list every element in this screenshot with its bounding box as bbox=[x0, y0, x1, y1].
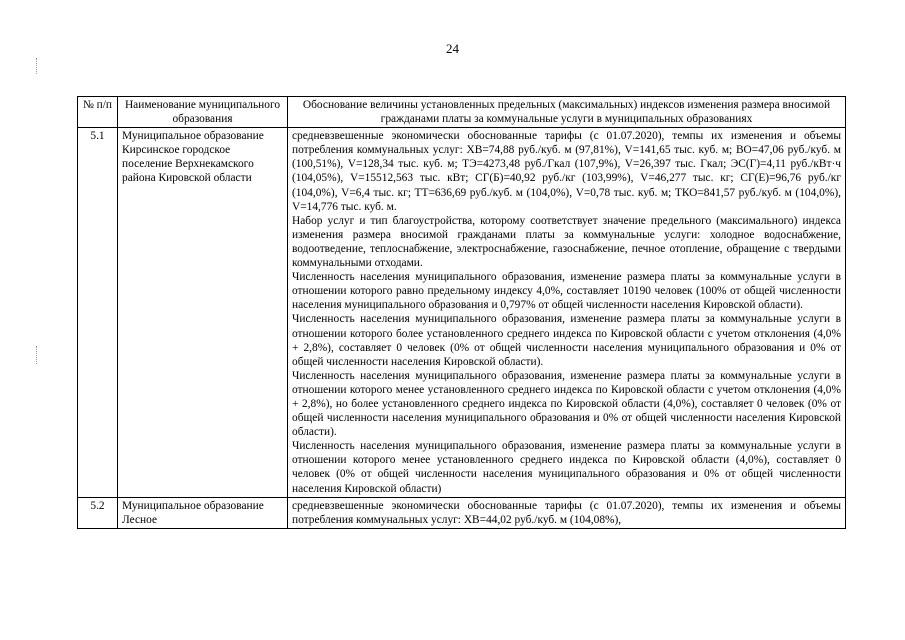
municipality-name: Муниципальное образование Кирсинское городское поселение Верхнекамского района Кировской области bbox=[118, 128, 288, 497]
header-num: № п/п bbox=[78, 97, 118, 128]
margin-mark bbox=[36, 346, 38, 364]
basis-paragraph: Численность населения муниципального образования, изменение размера платы за коммунальные услуги в отношении которого равно предельному индексу 4,0%, составляет 10190 человек (100% от общей численности населения муниципального образования и 0,797% от общей численности населения Кировской области). bbox=[292, 271, 841, 312]
basis-paragraph: Набор услуг и тип благоустройства, которому соответствует значение предельного (максимального) индекса изменения размера вносимой гражданами платы за коммунальные услуги: холодное водоснабжение, водоотведение, теплоснабжение, электроснабжение, газоснабжение, печное отопление, обращение с твердыми коммунальными отходами. bbox=[292, 214, 841, 270]
basis-paragraph: средневзвешенные экономически обоснованные тарифы (с 01.07.2020), темпы их изменения и объемы потребления коммунальных услуг: ХВ=74,88 руб./куб. м (97,81%), V=141,65 тыс. куб. м; ВО=47,06 руб./куб. м (100,51%), V=128,34 тыс. куб. м; ТЭ=4273,48 руб./Гкал (107,9%), V=26,397 тыс. Гкал; ЭС(Г)=4,11 руб./кВт·ч (104,05%), V=15512,563 тыс. кВт; СГ(Б)=40,92 руб./кг (103,99%), V=46,277 тыс. кг; СГ(Е)=96,76 руб./кг (104,0%), V=6,4 тыс. кг; ТТ=636,69 руб./куб. м (104,0%), V=0,78 тыс. куб. м; ТКО=841,57 руб./куб. м (104,0%), V=14,776 тыс. куб. м. bbox=[292, 130, 841, 213]
header-name: Наименование муниципального образования bbox=[118, 97, 288, 128]
row-number: 5.1 bbox=[78, 128, 118, 497]
basis-paragraph: Численность населения муниципального образования, изменение размера платы за коммунальные услуги в отношении которого менее установленного среднего индекса по Кировской области (4,0%), составляет 0 человек (0% от общей численности населения муниципального образования и 0% от общей численности населения Кировской области) bbox=[292, 440, 841, 495]
indices-table bbox=[77, 96, 846, 529]
basis-cell bbox=[288, 497, 846, 528]
basis-paragraph: средневзвешенные экономически обоснованные тарифы (с 01.07.2020), темпы их изменения и объемы потребления коммунальных услуг: ХВ=44,02 руб./куб. м (104,08%), bbox=[292, 499, 841, 526]
table-row bbox=[78, 128, 846, 497]
row-number: 5.2 bbox=[78, 497, 118, 528]
municipality-name: Муниципальное образование Лесное bbox=[118, 497, 288, 528]
table-row bbox=[78, 497, 846, 528]
basis-paragraph: Численность населения муниципального образования, изменение размера платы за коммунальные услуги в отношении которого менее установленного среднего индекса по Кировской области с учетом отклонения (4,0% + 2,8%), но более установленного среднего индекса по Кировской области (4,0%), составляет 0 человек (0% от общей численности населения муниципального образования и 0% от общей численности населения Кировской области). bbox=[292, 369, 841, 439]
basis-paragraph: Численность населения муниципального образования, изменение размера платы за коммунальные услуги в отношении которого более установленного среднего индекса по Кировской области с учетом отклонения (4,0% + 2,8%), составляет 0 человек (0% от общей численности населения муниципального образования и 0% от общей численности населения Кировской области). bbox=[292, 313, 841, 368]
table-header-row bbox=[78, 97, 846, 128]
header-basis: Обоснование величины установленных предельных (максимальных) индексов изменения размера вносимой гражданами платы за коммунальные услуги в муниципальных образованиях bbox=[288, 97, 846, 128]
margin-mark bbox=[36, 58, 38, 74]
page-number: 24 bbox=[446, 41, 459, 56]
basis-cell bbox=[288, 128, 846, 497]
